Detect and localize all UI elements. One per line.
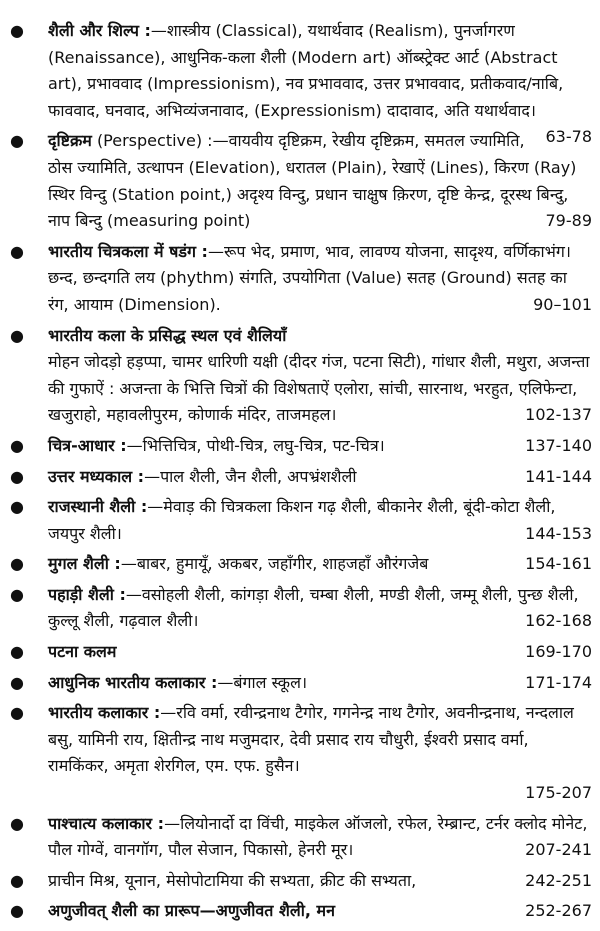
toc-entry-western-artists[interactable] [10, 811, 592, 864]
entry-title: पहाड़ी शैली : [48, 584, 126, 604]
entry-pages: 207-241 [525, 840, 592, 860]
entry-title: दृष्टिक्रम [48, 131, 92, 151]
entry-text: —वसोहली शैली, कांगड़ा शैली, चम्बा शैली, मण्डी शैली, जम्मू शैली, पुन्छ शैली, कुल्लू शैली, गढ़वाल शैली। [48, 584, 579, 631]
toc-entry-famous-sites[interactable] [10, 323, 592, 429]
entry-title: भारतीय चित्रकला में षडंग : [48, 241, 208, 261]
entry-title: पाश्चात्य कलाकार : [48, 813, 165, 833]
bullet-icon: ● [10, 435, 24, 455]
bullet-icon: ● [10, 584, 24, 604]
entry-pages: 162-168 [525, 611, 592, 631]
entry-text: प्राचीन मिश्र, यूनान, मेसोपोटामिया की सभ्यता, क्रीट की सभ्यता, [48, 870, 417, 890]
entry-text: —रवि वर्मा, रवीन्द्रनाथ टैगोर, गगनेन्द्र नाथ टैगोर, अवनीन्द्रनाथ, नन्दलाल बसु, यामिनी राय, क्षितीन्द्र नाथ मजुमदार, देवी प्रसाद राय चौधुरी, ईश्वरी प्रसाद वर्मा, रामकिंकर, अमृता शेरगिल, एम. एफ. हुसैन। [48, 703, 574, 776]
entry-pages: 242-251 [525, 870, 592, 890]
bullet-icon: ● [10, 466, 24, 486]
bullet-icon: ● [10, 325, 24, 345]
entry-text: —बाबर, हुमायूँ, अकबर, जहाँगीर, शाहजहाँ औरंगजेब [120, 554, 429, 574]
toc-entry-ancient-civilizations[interactable] [10, 868, 592, 895]
bullet-icon: ● [10, 21, 24, 40]
toc-entry-pahari[interactable] [10, 582, 592, 635]
entry-title: पटना कलम [48, 642, 117, 662]
bullet-icon: ● [10, 131, 24, 151]
entry-title: शैली और शिल्प : [48, 21, 151, 40]
entry-pages: 63-78 [545, 127, 592, 147]
entry-pages: 137-140 [525, 435, 592, 455]
bullet-icon: ● [10, 813, 24, 833]
entry-title: मुगल शैली : [48, 554, 121, 574]
entry-title: राजस्थानी शैली : [48, 497, 148, 517]
toc-entry-anujivat-style[interactable] [10, 898, 592, 925]
entry-text: —बंगाल स्कूल। [217, 672, 308, 692]
entry-pages: 171-174 [525, 672, 592, 692]
toc-entry-six-limbs[interactable] [10, 239, 592, 319]
toc-entry-perspective[interactable] [10, 128, 592, 234]
entry-pages: 252-267 [525, 901, 592, 921]
entry-text: (Perspective) :—वायवीय दृष्टिक्रम, रेखीय दृष्टिक्रम, समतल ज्यामिति, ठोस ज्यामिति, उत्थापन (Elevation), धरातल (Plain), रेखाऐं (Lines), किरण (Ray) स्थिर विन्दु (Station point,) अदृश्य विन्दु, प्रधान चाक्षुष क़िरण, दृष्टि केन्द्र, दूरस्थ बिन्दु, नाप बिन्दु (measuring point) [48, 131, 577, 231]
entry-pages: 144-153 [525, 523, 592, 543]
bullet-icon: ● [10, 901, 24, 921]
bullet-icon: ● [10, 672, 24, 692]
entry-pages: 79-89 [545, 211, 592, 231]
toc-entry-indian-artists[interactable] [10, 700, 592, 806]
entry-pages: 141-144 [525, 466, 592, 486]
bullet-icon: ● [10, 241, 24, 261]
entry-text: —पाल शैली, जैन शैली, अपभ्रंशशैली [144, 466, 357, 486]
toc-entry-rajasthani[interactable] [10, 494, 592, 547]
toc-entry-patna-kalam[interactable] [10, 639, 592, 666]
toc-entry-mughal[interactable] [10, 551, 592, 578]
entry-pages: 102-137 [525, 405, 592, 425]
entry-pages: 90–101 [533, 294, 592, 314]
entry-title: भारतीय कलाकार : [48, 703, 161, 723]
entry-text: —मेवाड़ की चित्रकला किशन गढ़ शैली, बीकानेर शैली, बूंदी-कोटा शैली, जयपुर शैली। [48, 497, 556, 543]
entry-text: —लियोनार्दो दा विंची, माइकेल ऑजलो, रफेल, रेम्ब्रान्ट, टर्नर क्लोद मोनेट, पौल गोग्वें, वानगॉग, पौल सेजान, पिकासो, हेनरी मूर। [48, 813, 588, 860]
entry-title: आधुनिक भारतीय कलाकार : [48, 672, 218, 692]
entry-pages: 154-161 [525, 554, 592, 574]
bullet-icon: ● [10, 497, 24, 517]
entry-title: अणुजीवत् शैली का प्रारूप—अणुजीवत शैली, मन [48, 901, 335, 921]
bullet-icon: ● [10, 554, 24, 574]
toc-entry-painting-base[interactable] [10, 433, 592, 460]
bullet-icon: ● [10, 703, 24, 723]
toc-entry-modern-indian-artists[interactable] [10, 670, 592, 697]
entry-text: —रूप भेद, प्रमाण, भाव, लावण्य योजना, सादृश्य, वर्णिकाभंग। छन्द, छन्दगति लय (phythm) संगति, उपयोगिता (Value) सतह (Ground) सतह का रंग, आयाम (Dimension). [48, 241, 571, 314]
toc-entry-late-medieval[interactable] [10, 464, 592, 491]
entry-pages: 175-207 [525, 783, 592, 803]
entry-text: —भित्तिचित्र, पोथी-चित्र, लघु-चित्र, पट-चित्र। [126, 435, 385, 455]
entry-title: चित्र-आधार : [48, 435, 127, 455]
bullet-icon: ● [10, 642, 24, 662]
bullet-icon: ● [10, 870, 24, 890]
entry-pages: 169-170 [525, 642, 592, 662]
entry-text: —शास्त्रीय (Classical), यथार्थवाद (Realism), पुनर्जागरण (Renaissance), आधुनिक-कला शैली (Modern art) ऑब्स्ट्रेक्ट आर्ट (Abstract art), प्रभाववाद (Impressionism), नव प्रभाववाद, उत्तर प्रभाववाद, प्रतीकवाद/नाबि, फाववाद, घनवाद, अभिव्यंजनावाद, (Expressionism) दादावाद, अति यथार्थवाद। [48, 21, 564, 120]
entry-title: भारतीय कला के प्रसिद्ध स्थल एवं शैलियाँ [48, 325, 287, 345]
entry-title: उत्तर मध्यकाल : [48, 466, 145, 486]
entry-text: मोहन जोदड़ो हड़प्पा, चामर धारिणी यक्षी (दीदर गंज, पटना सिटी), गांधार शैली, मथुरा, अजन्ता की गुफाऐं : अजन्ता के भित्ति चित्रों की विशेषताऐं एलोरा, सांची, सारनाथ, भरहुत, एलिफेन्टा, खजुराहो, महावलीपुरम, कोणार्क मंदिर, ताजमहल। [48, 352, 590, 425]
